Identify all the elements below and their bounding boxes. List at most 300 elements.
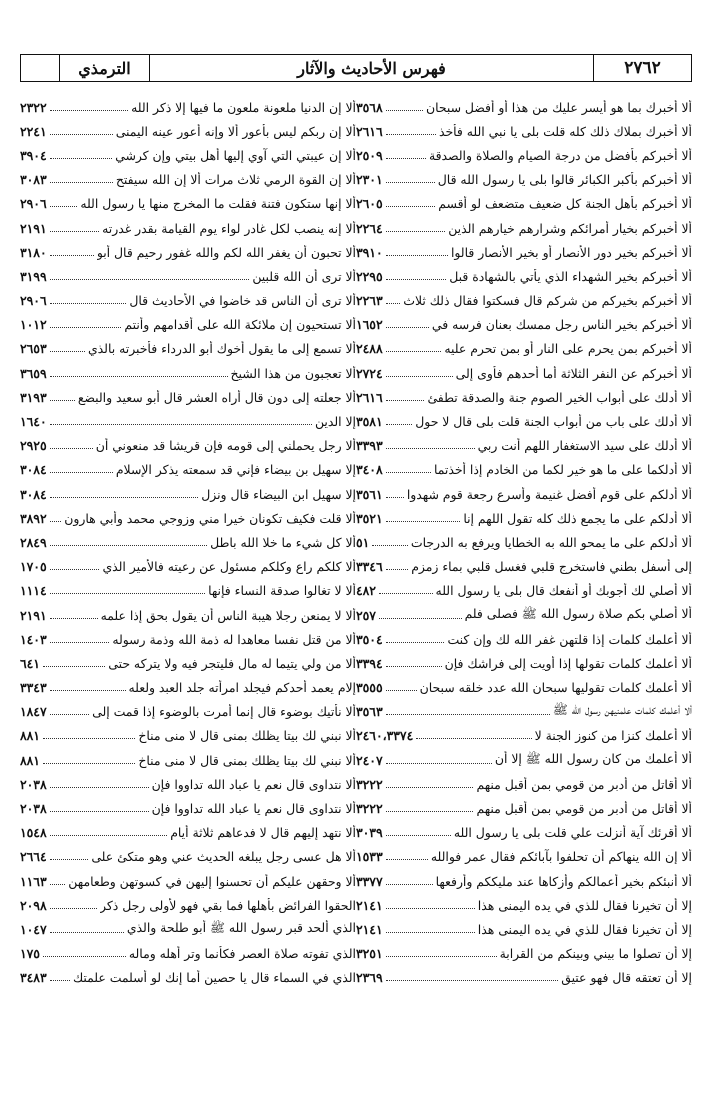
- leader-dots: [386, 884, 433, 885]
- index-entry: [20, 676, 356, 700]
- hadith-text: ألا إنه ينصب لكل غادر لواء يوم القيامة بقدر غدرته: [102, 220, 356, 236]
- hadith-text: ألا أقاتل من أدبر من قومي بمن أقبل منهم: [476, 776, 692, 792]
- leader-dots: [386, 279, 447, 280]
- hadith-number: ١١٦٣: [20, 873, 47, 889]
- leader-dots: [386, 158, 426, 159]
- index-entry: [356, 313, 692, 337]
- hadith-text: إلا أن تخيرنا فقال للذي في يده اليمنى هذا: [477, 921, 692, 937]
- hadith-number: ٢٢٦٣: [356, 293, 383, 309]
- leader-dots: [50, 303, 127, 304]
- hadith-number: ٣٩١٠: [356, 244, 383, 260]
- leader-dots: [386, 376, 453, 377]
- hadith-number: ١٥٣٣: [356, 849, 383, 865]
- leader-dots: [43, 763, 135, 764]
- hadith-text: ألا أقرئك آية أنزلت علي قلت بلى يا رسول الله: [453, 825, 692, 841]
- index-entry: [20, 119, 356, 143]
- hadith-number: ١٥٤٨: [20, 825, 47, 841]
- index-entry: [356, 603, 692, 627]
- leader-dots: [386, 255, 448, 256]
- index-entry: [20, 966, 356, 990]
- leader-dots: [386, 666, 442, 667]
- index-entry: [20, 651, 356, 675]
- hadith-text: ألا أعلمك كلمات إذا قلتهن غفر الله لك وإن كنت: [447, 631, 692, 647]
- header-blank-cell: [21, 55, 59, 81]
- hadith-text: إلا الدين: [314, 414, 356, 430]
- index-entry: [356, 821, 692, 845]
- index-entry: [20, 579, 356, 603]
- hadith-number: ٥١: [356, 534, 370, 550]
- hadith-number: ٢٧٢٤: [356, 365, 383, 381]
- hadith-text: الذي في السماء قال يا حصين أما إنك لو أسلمت علمتك: [72, 970, 356, 986]
- leader-dots: [50, 472, 113, 473]
- leader-dots: [386, 908, 475, 909]
- hadith-number: ٣٢٥١: [356, 946, 383, 962]
- leader-dots: [50, 545, 208, 546]
- leader-dots: [43, 956, 126, 957]
- hadith-text: ألا ترى أن الله قلبين: [252, 268, 356, 284]
- hadith-text: ألا نأتيك بوضوء قال إنما أمرت بالوضوء إذا قمت إلى: [92, 704, 356, 720]
- index-entry: [20, 313, 356, 337]
- hadith-number: ٣٥٦٣: [356, 704, 383, 720]
- index-entry: [356, 216, 692, 240]
- leader-dots: [386, 351, 442, 352]
- hadith-number: ٣٣٤٣: [20, 680, 47, 696]
- index-entry: [356, 119, 692, 143]
- hadith-text: ألا إن ربكم ليس بأعور ألا وإنه أعور عينه اليمنى: [115, 123, 356, 139]
- hadith-text: ألا أدلكم على ما يجمع ذلك كله تقول اللهم إنا: [463, 510, 692, 526]
- leader-dots: [386, 472, 431, 473]
- leader-dots: [386, 206, 436, 207]
- hadith-text: ألا تستحيون إن ملائكة الله على أقدامهم وأنتم: [124, 317, 356, 333]
- hadith-number: ٣٠٣٩: [356, 825, 383, 841]
- hadith-number: ٨٨١: [20, 728, 40, 744]
- book-name: الترمذي: [59, 55, 149, 81]
- hadith-text: ألا إن الله ينهاكم أن تحلفوا بآبائكم فقال عمر فوالله: [430, 849, 692, 865]
- hadith-number: ٢٦٦٤: [20, 849, 47, 865]
- leader-dots: [50, 859, 89, 860]
- hadith-number: ١٠١٢: [20, 317, 47, 333]
- hadith-number: ١٦٥٢: [356, 317, 383, 333]
- leader-dots: [386, 424, 413, 425]
- index-entry: [356, 700, 692, 724]
- leader-dots: [50, 521, 62, 522]
- index-entry: [356, 385, 692, 409]
- hadith-number: ٣٣٤٦: [356, 559, 383, 575]
- leader-dots: [50, 448, 93, 449]
- hadith-number: ٣٥٦٨: [356, 99, 383, 115]
- hadith-number: ٢٩٠٦: [20, 293, 47, 309]
- index-entry: [20, 95, 356, 119]
- hadith-text: ألا أقاتل من أدبر من قومي بمن أقبل منهم: [476, 801, 692, 817]
- index-entry: [20, 627, 356, 651]
- index-entry: [356, 168, 692, 192]
- hadith-text: ألا أخبركم بخيار أمرائكم وشرارهم خيارهم الذين: [448, 220, 692, 236]
- index-entry: [20, 264, 356, 288]
- hadith-number: ٢٥٧: [356, 607, 376, 623]
- hadith-number: ٢٩٠٦: [20, 196, 47, 212]
- leader-dots: [50, 835, 168, 836]
- hadith-number: ٢٢٩٥: [356, 268, 383, 284]
- hadith-text: ألا إن عيبتي التي آوي إليها أهل بيتي وإن كرشي: [115, 147, 356, 163]
- hadith-number: ٣٥٠٤: [356, 631, 383, 647]
- leader-dots: [416, 738, 531, 739]
- leader-dots: [386, 134, 436, 135]
- hadith-text: ألا أدلكما على ما هو خير لكما من الخادم إذا أخذتما: [433, 462, 692, 478]
- hadith-text: ألا أعلمك من كان رسول الله ﷺ إلا أن: [494, 750, 692, 766]
- leader-dots: [50, 351, 85, 352]
- leader-dots: [386, 400, 425, 401]
- hadith-number: ٢٠٣٨: [20, 801, 47, 817]
- leader-dots: [386, 642, 445, 643]
- leader-dots: [50, 255, 94, 256]
- hadith-text: ألا أخبركم بخير دور الأنصار أو بخير الأنصار قالوا: [450, 244, 692, 260]
- hadith-text: ألا أدلك على باب من أبواب الجنة قلت بلى قال لا حول: [415, 414, 692, 430]
- index-entry: [356, 845, 692, 869]
- hadith-number: ٣٠٨٤: [20, 462, 47, 478]
- hadith-number: ٦٤١: [20, 655, 40, 671]
- hadith-number: ٢٠٩٨: [20, 897, 47, 913]
- hadith-text: ألا نتهد إليهم قال لا فدعاهم ثلاثة أيام: [170, 825, 356, 841]
- hadith-number: ٣٠٨٤: [20, 486, 47, 502]
- hadith-text: ألا إن القوة الرمي ثلاث مرات ألا إن الله سيفتح: [115, 172, 356, 188]
- hadith-number: ٢٠٣٨: [20, 776, 47, 792]
- hadith-text: ألا قلت فكيف تكونان خيرا مني وزوجي محمد وأبي هارون: [64, 510, 356, 526]
- index-entry: [356, 893, 692, 917]
- leader-dots: [386, 763, 492, 764]
- leader-dots: [50, 787, 149, 788]
- hadith-number: ٢٩٢٥: [20, 438, 47, 454]
- hadith-text: الحقوا الفرائض بأهلها فما بقي فهو لأولى رجل ذكر: [100, 897, 356, 913]
- hadith-number: ٣٢٢٢: [356, 801, 383, 817]
- hadith-number: ٣٥٢١: [356, 510, 383, 526]
- leader-dots: [50, 932, 124, 933]
- hadith-number: ٢٦١٦: [356, 389, 383, 405]
- hadith-number: ٢١٩١: [20, 220, 47, 236]
- hadith-number: ٣٥٥٥: [356, 680, 383, 696]
- hadith-text: الذي ألحد قبر رسول الله ﷺ أبو طلحة والذي: [126, 919, 356, 935]
- hadith-text: ألا أصلي بكم صلاة رسول الله ﷺ فصلى فلم: [464, 605, 692, 621]
- hadith-number: ٢٦٥٣: [20, 341, 47, 357]
- hadith-text: ألا نبني لك بيتا يظلك بمنى قال لا منى مناخ: [138, 728, 356, 744]
- leader-dots: [386, 714, 550, 715]
- index-entry: [356, 361, 692, 385]
- index-entry: [356, 917, 692, 941]
- leader-dots: [386, 859, 428, 860]
- leader-dots: [386, 835, 451, 836]
- index-entry: [20, 434, 356, 458]
- leader-dots: [386, 327, 429, 328]
- hadith-text: إلى أسفل بطني فاستخرج قلبي فغسل قلبي بماء زمزم: [411, 559, 692, 575]
- index-entry: [20, 796, 356, 820]
- hadith-number: ٢٣٠١: [356, 172, 383, 188]
- index-entry: [20, 869, 356, 893]
- leader-dots: [50, 231, 100, 232]
- hadith-text: ألا أخبركم بخير الناس رجل ممسك بعنان فرسه في: [431, 317, 692, 333]
- index-entry: [20, 337, 356, 361]
- hadith-text: ألا لا تغالوا صدقة النساء فإنها: [208, 583, 356, 599]
- leader-dots: [386, 932, 475, 933]
- index-entry: [356, 579, 692, 603]
- index-entry: [20, 506, 356, 530]
- hadith-text: ألا إن الدنيا ملعونة ملعون ما فيها إلا ذكر الله: [131, 99, 356, 115]
- hadith-number: ٢٥٠٩: [356, 147, 383, 163]
- hadith-number: ٣٤٨٣: [20, 970, 47, 986]
- index-entry: [356, 724, 692, 748]
- hadith-number: ٣١٩٩: [20, 268, 47, 284]
- hadith-number: ٣٤٠٨: [356, 462, 383, 478]
- hadith-number: ٣١٩٣: [20, 389, 47, 405]
- hadith-text: ألا أعلمك كلمات تقوليها سبحان الله عدد خلقه سبحان: [419, 680, 692, 696]
- leader-dots: [386, 303, 401, 304]
- index-entry: [20, 772, 356, 796]
- hadith-number: ٣٣٩٣: [356, 438, 383, 454]
- leader-dots: [386, 231, 446, 232]
- hadith-text: ألا ترى أن الناس قد خاضوا في الأحاديث قال: [129, 293, 356, 309]
- index-entry: [356, 482, 692, 506]
- leader-dots: [50, 424, 312, 425]
- hadith-text: ألا أخبركم بأهل الجنة كل ضعيف متضعف لو أقسم: [438, 196, 692, 212]
- hadith-number: ٢٢٤١: [20, 123, 47, 139]
- hadith-text: ألا لا يمنعن رجلا هيبة الناس أن يقول بحق إذا علمه: [100, 607, 356, 623]
- index-entry: [356, 192, 692, 216]
- leader-dots: [379, 618, 462, 619]
- leader-dots: [386, 690, 417, 691]
- hadith-text: ألا نتداوى قال نعم يا عباد الله تداووا فإن: [151, 801, 356, 817]
- leader-dots: [50, 690, 126, 691]
- hadith-text: ألا تحبون أن يغفر الله لكم والله غفور رحيم قال أبو: [96, 244, 356, 260]
- hadith-text: ألا أدلكم على قوم أفضل غنيمة وأسرع رجعة قوم شهدوا: [406, 486, 692, 502]
- hadith-text: ألا أنبئكم بخير أعمالكم وأزكاها عند مليككم وأرفعها: [435, 873, 692, 889]
- index-entry: [356, 289, 692, 313]
- hadith-number: ٣٥٦١: [356, 486, 383, 502]
- hadith-text: ألا كل شيء ما خلا الله باطل: [210, 534, 356, 550]
- hadith-text: ألا أعلمك كنزا من كنوز الجنة لا: [534, 728, 692, 744]
- index-entry: [356, 676, 692, 700]
- hadith-text: ألا هل عسى رجل يبلغه الحديث عني وهو متكئ على: [91, 849, 356, 865]
- index-entry: [20, 168, 356, 192]
- index-entry: [20, 700, 356, 724]
- index-entry: [20, 409, 356, 433]
- hadith-number: ٣٨٩٢: [20, 510, 47, 526]
- hadith-number: ١٦٤٠: [20, 414, 47, 430]
- leader-dots: [50, 206, 78, 207]
- hadith-number: ١٤٠٣: [20, 631, 47, 647]
- hadith-number: ١٧٥: [20, 946, 40, 962]
- hadith-number: ٢٦٠٥: [356, 196, 383, 212]
- hadith-text: ألا أخبركم بخير الشهداء الذي يأتي بالشهادة قبل: [449, 268, 692, 284]
- index-entry: [356, 506, 692, 530]
- hadith-number: ٢٣٦٩: [356, 970, 383, 986]
- hadith-number: ٢١٤١: [356, 921, 383, 937]
- hadith-text: ألا نبني لك بيتا يظلك بمنى قال لا منى مناخ: [138, 752, 356, 768]
- leader-dots: [50, 497, 199, 498]
- index-entry: [356, 772, 692, 796]
- leader-dots: [386, 521, 461, 522]
- index-entry: [356, 95, 692, 119]
- index-entry: [356, 869, 692, 893]
- index-entry: [20, 748, 356, 772]
- index-entry: [20, 289, 356, 313]
- index-title: فهرس الأحاديث والآثار: [149, 55, 593, 81]
- hadith-text: إلا أن تخيرنا فقال للذي في يده اليمنى هذا: [477, 897, 692, 913]
- hadith-text: ألا تسمع إلى ما يقول أخوك أبو الدرداء فأخبرته بالذي: [87, 341, 356, 357]
- hadith-number: ٢٤٠٧: [356, 752, 383, 768]
- index-entry: [356, 240, 692, 264]
- hadith-number: ٨٨١: [20, 752, 40, 768]
- index-entry: [356, 458, 692, 482]
- leader-dots: [372, 545, 408, 546]
- index-entry: [20, 917, 356, 941]
- index-entry: [20, 530, 356, 554]
- right-index-column: [356, 95, 692, 990]
- index-entry: [20, 385, 356, 409]
- hadith-number: ٢٦١٦: [356, 123, 383, 139]
- leader-dots: [50, 593, 205, 594]
- index-entry: [20, 361, 356, 385]
- hadith-text: ألا إنها ستكون فتنة فقلت ما المخرج منها يا رسول الله: [80, 196, 356, 212]
- hadith-number: ١٨٤٧: [20, 704, 47, 720]
- leader-dots: [50, 811, 149, 812]
- leader-dots: [50, 980, 70, 981]
- hadith-number: ٢٤٦٠،٣٣٧٤: [356, 728, 414, 744]
- hadith-text: الذي تفوته صلاة العصر فكأنما وتر أهله وماله: [128, 946, 356, 962]
- hadith-text: إلا أن تعتقه قال فهو عتيق: [561, 970, 692, 986]
- index-entry: [20, 603, 356, 627]
- index-entry: [356, 796, 692, 820]
- hadith-number: ٢١٤١: [356, 897, 383, 913]
- leader-dots: [43, 738, 135, 739]
- leader-dots: [50, 714, 90, 715]
- hadith-text: ألا أدلكم على ما يمحو الله به الخطايا ويرفع به الدرجات: [410, 534, 692, 550]
- index-entry: [356, 748, 692, 772]
- index-entry: [20, 482, 356, 506]
- hadith-text: ألا أخبرك بما هو أيسر عليك من هذا أو أفضل سبحان: [425, 99, 692, 115]
- index-entry: [356, 651, 692, 675]
- hadith-text: ألا رجل يحملني إلى قومه فإن قريشا قد منعوني أن: [95, 438, 356, 454]
- leader-dots: [386, 787, 474, 788]
- hadith-text: ألا نتداوى قال نعم يا عباد الله تداووا فإن: [151, 776, 356, 792]
- hadith-text: ألا أعلمك كلمات علمنيهن رسول الله ﷺ: [552, 702, 692, 718]
- leader-dots: [386, 569, 409, 570]
- index-entry: [20, 143, 356, 167]
- hadith-number: ٢٣٢٢: [20, 99, 47, 115]
- index-entry: [356, 555, 692, 579]
- hadith-number: ١٠٤٧: [20, 921, 47, 937]
- hadith-number: ٣٩٠٤: [20, 147, 47, 163]
- hadith-number: ١١١٤: [20, 583, 47, 599]
- hadith-text: ألا أصلي لك أجوبك أو أنفعك قال بلى يا رسول الله: [435, 583, 692, 599]
- leader-dots: [50, 642, 110, 643]
- leader-dots: [50, 182, 113, 183]
- hadith-text: ألا من قتل نفسا معاهدا له ذمة الله وذمة رسوله: [112, 631, 356, 647]
- leader-dots: [386, 110, 423, 111]
- leader-dots: [43, 666, 105, 667]
- hadith-text: ألا جعلته إلى دون قال أراه العشر قال أبو سعيد والبضع: [77, 389, 356, 405]
- leader-dots: [386, 811, 474, 812]
- leader-dots: [50, 134, 113, 135]
- index-entry: [20, 893, 356, 917]
- hadith-number: ٣٢٢٢: [356, 776, 383, 792]
- index-entry: [356, 143, 692, 167]
- leader-dots: [379, 593, 433, 594]
- hadith-number: ٢٨٤٩: [20, 534, 47, 550]
- index-entry: [20, 724, 356, 748]
- hadith-number: ٣٣٩٤: [356, 655, 383, 671]
- hadith-text: ألا أخبركم بأفضل من درجة الصيام والصلاة والصدقة: [428, 147, 692, 163]
- hadith-number: ٢٢٦٤: [356, 220, 383, 236]
- hadith-number: ٣٠٨٣: [20, 172, 47, 188]
- index-entry: [20, 555, 356, 579]
- hadith-text: ألا أدلك على سيد الاستغفار اللهم أنت ربي: [477, 438, 692, 454]
- leader-dots: [386, 448, 475, 449]
- hadith-number: ٢٤٨٨: [356, 341, 383, 357]
- index-entry: [20, 192, 356, 216]
- leader-dots: [386, 956, 497, 957]
- leader-dots: [386, 497, 404, 498]
- left-index-column: [20, 95, 356, 990]
- hadith-number: ٣٦٥٩: [20, 365, 47, 381]
- leader-dots: [50, 376, 228, 377]
- hadith-text: ألا من ولي يتيما له مال فليتجر فيه ولا يتركه حتى: [108, 655, 356, 671]
- hadith-text: ألا أخبركم بمن يحرم على النار أو بمن تحرم عليه: [444, 341, 692, 357]
- index-entry: [356, 966, 692, 990]
- leader-dots: [50, 618, 98, 619]
- hadith-text: ألا أخبركم بخيركم من شركم قال فسكتوا فقال ذلك ثلاث: [403, 293, 692, 309]
- hadith-text: ألا وحقهن عليكم أن تحسنوا إليهن في كسوتهن وطعامهن: [68, 873, 356, 889]
- index-entry: [356, 409, 692, 433]
- leader-dots: [50, 400, 75, 401]
- leader-dots: [50, 569, 100, 570]
- page-number: ٢٧٦٢: [593, 55, 691, 81]
- hadith-number: ٤٨٢: [356, 583, 376, 599]
- index-entry: [20, 458, 356, 482]
- index-entry: [20, 216, 356, 240]
- leader-dots: [50, 279, 250, 280]
- leader-dots: [386, 182, 435, 183]
- index-entry: [20, 240, 356, 264]
- hadith-text: ألا أخبركم عن النفر الثلاثة أما أحدهم فأوى إلى: [455, 365, 692, 381]
- hadith-text: إلا سهيل ابن البيضاء قال ونزل: [201, 486, 356, 502]
- page-header: [20, 54, 692, 82]
- leader-dots: [50, 110, 128, 111]
- hadith-text: ألا أخبركم بأكبر الكبائر قالوا بلى يا رسول الله قال: [437, 172, 692, 188]
- hadith-text: ألا تعجبون من هذا الشيخ: [230, 365, 356, 381]
- leader-dots: [50, 158, 113, 159]
- leader-dots: [386, 980, 559, 981]
- index-entry: [356, 530, 692, 554]
- index-entry: [20, 821, 356, 845]
- hadith-text: ألا كلكم راع وكلكم مسئول عن رعيته فالأمير الذي: [102, 559, 356, 575]
- hadith-number: ٢١٩١: [20, 607, 47, 623]
- hadith-number: ١٧٠٥: [20, 559, 47, 575]
- index-entry: [356, 434, 692, 458]
- hadith-text: إلا أن تصلوا ما بيني وبينكم من القرابة: [499, 946, 692, 962]
- hadith-text: إلام يعمد أحدكم فيجلد امرأته جلد العبد ولعله: [128, 680, 356, 696]
- hadith-text: إلا سهيل بن بيضاء فإني قد سمعته يذكر الإسلام: [115, 462, 356, 478]
- index-entry: [356, 627, 692, 651]
- hadith-number: ٣٣٧٧: [356, 873, 383, 889]
- index-entry: [20, 942, 356, 966]
- leader-dots: [50, 884, 66, 885]
- index-entry: [20, 845, 356, 869]
- index-entry: [356, 337, 692, 361]
- hadith-number: ٣١٨٠: [20, 244, 47, 260]
- hadith-text: ألا أخبرك بملاك ذلك كله قلت بلى يا نبي الله فأخذ: [438, 123, 692, 139]
- index-entry: [356, 264, 692, 288]
- hadith-text: ألا أدلك على أبواب الخير الصوم جنة والصدقة تطفئ: [427, 389, 692, 405]
- hadith-number: ٣٥٨١: [356, 414, 383, 430]
- leader-dots: [50, 327, 122, 328]
